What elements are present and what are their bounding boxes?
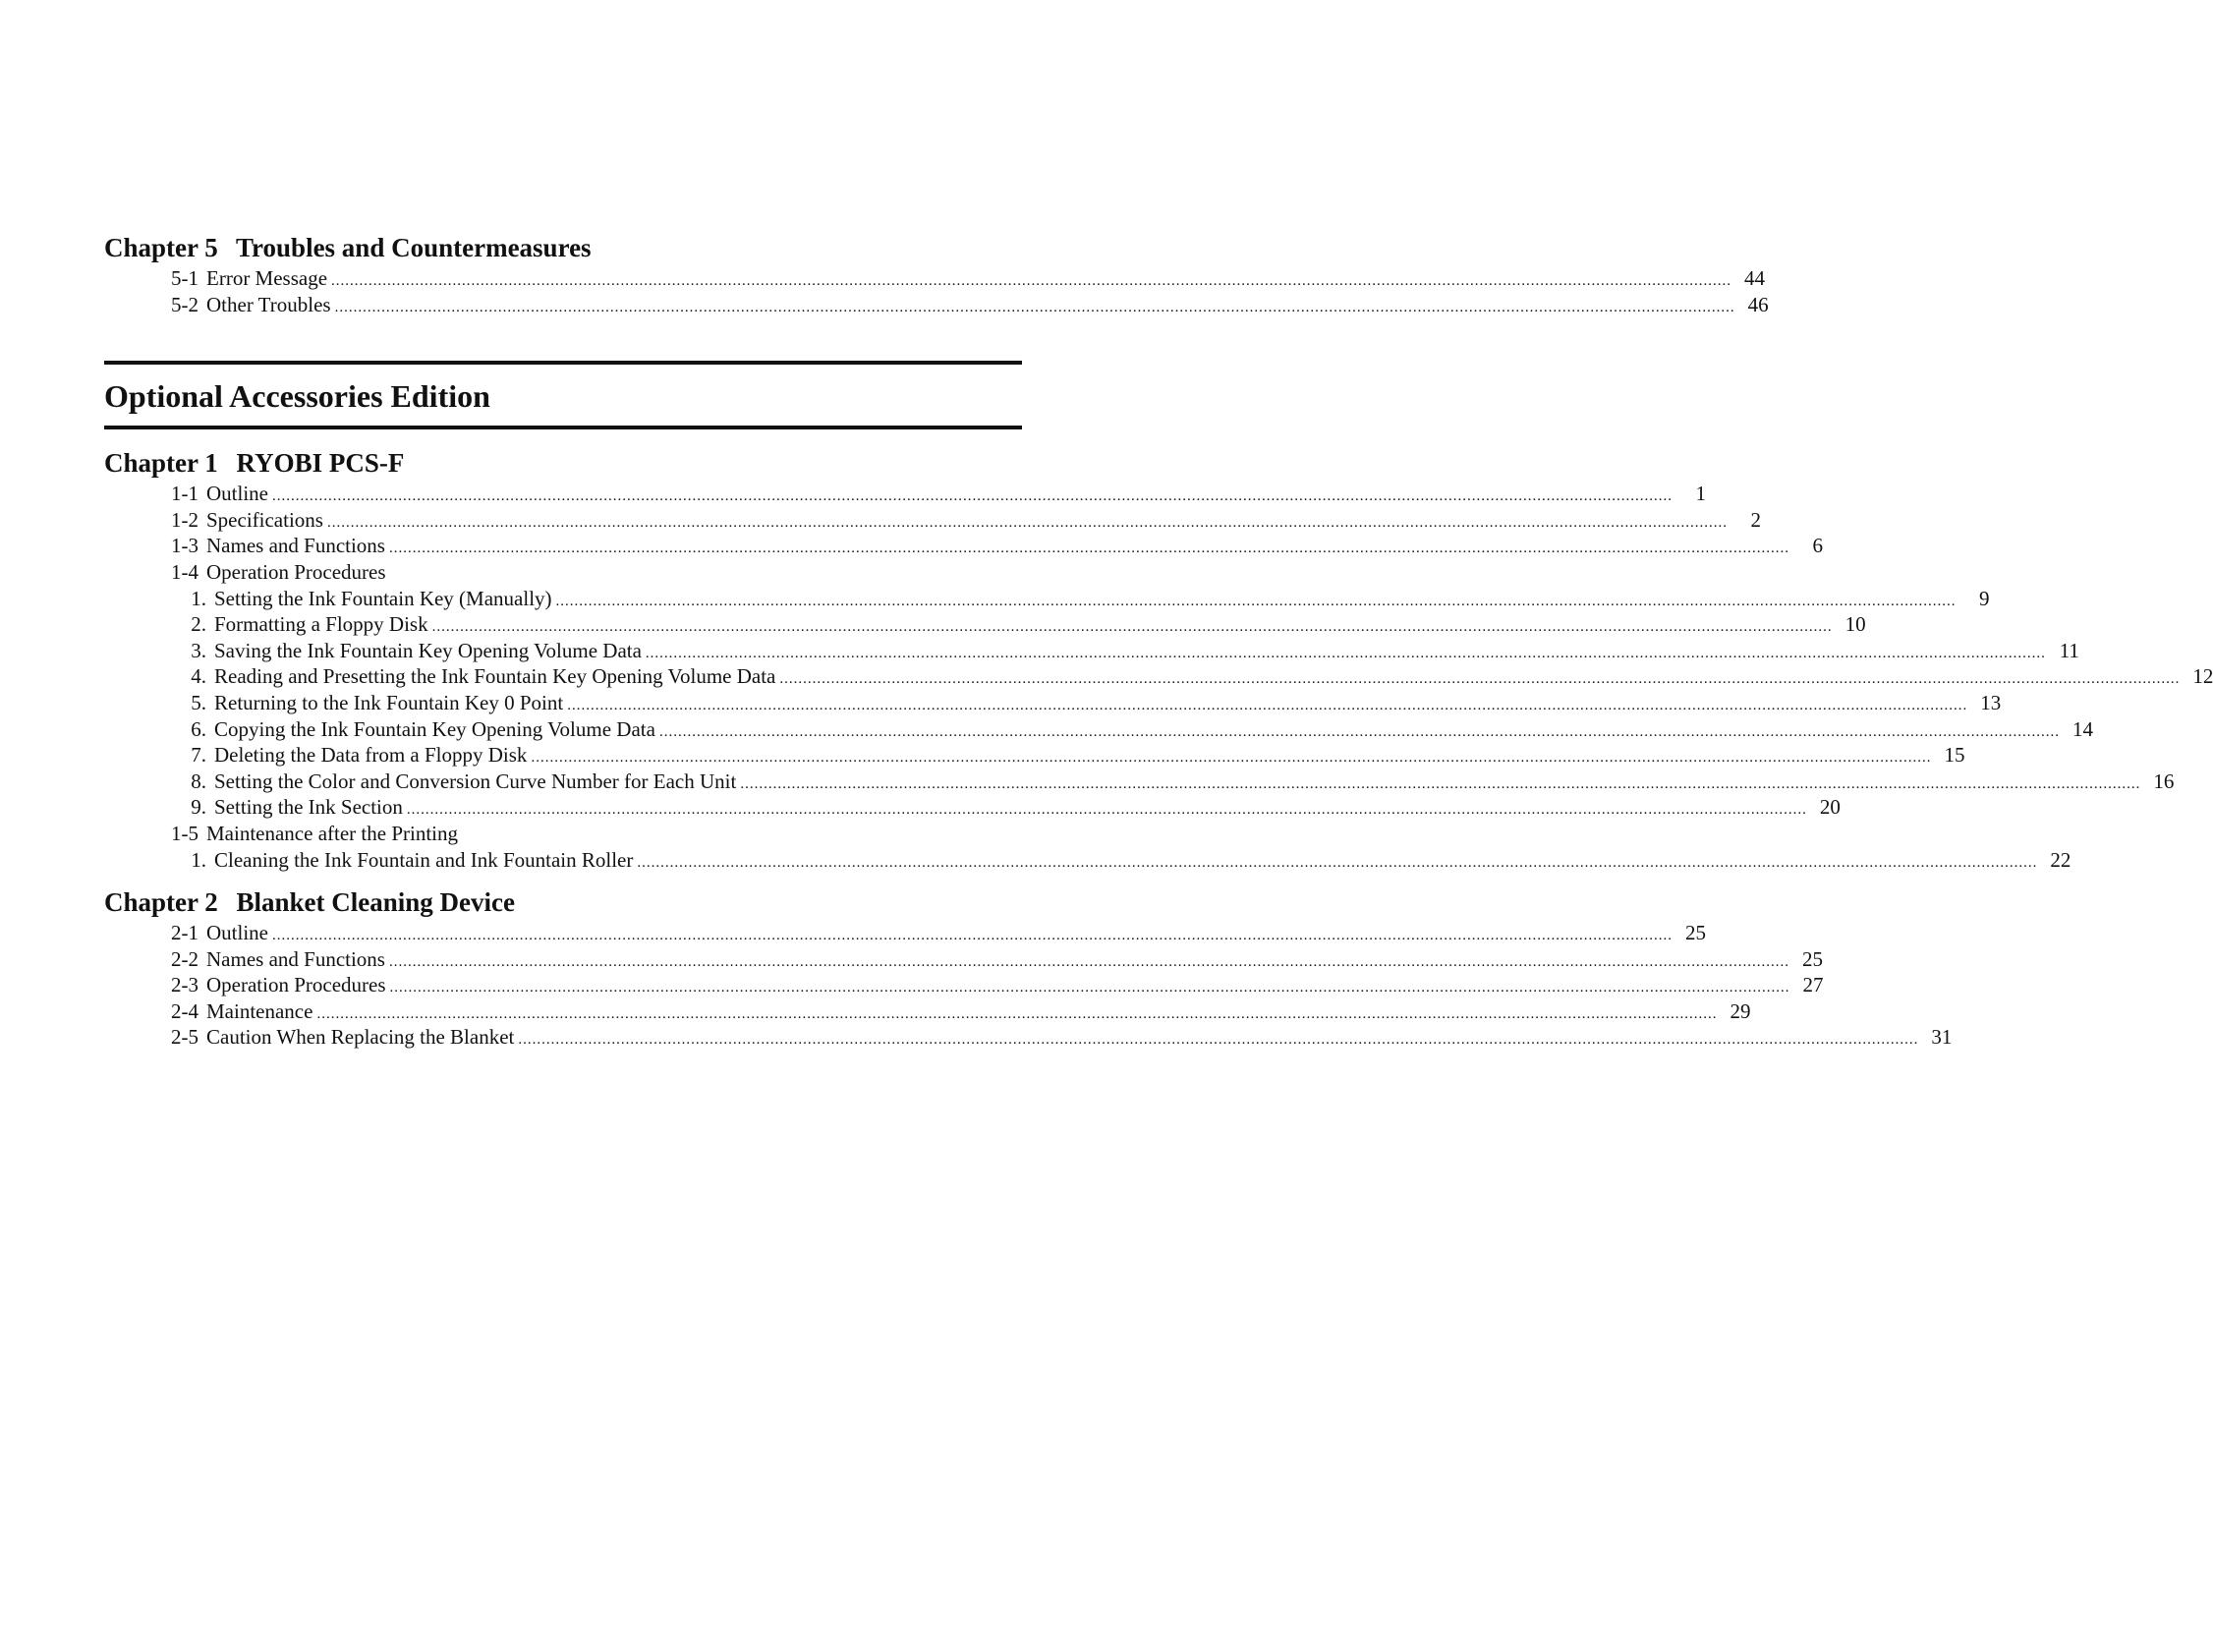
toc-entry-number: 1-3 bbox=[171, 534, 199, 558]
toc-entry-title: Maintenance after the Printing bbox=[206, 821, 458, 845]
toc-entry-number: 2-2 bbox=[171, 946, 199, 971]
toc-entry-number: 1-4 bbox=[171, 559, 199, 584]
optional-chapter-1-number: Chapter 1 bbox=[104, 448, 218, 479]
toc-entry-title: Other Troubles bbox=[206, 292, 331, 316]
dot-leader: ............................................................................................................................................................................................................................................................................................................ bbox=[658, 723, 2060, 740]
chapter-5-entries bbox=[104, 265, 1769, 317]
toc-entry bbox=[104, 586, 1990, 612]
toc-entry-number: 6. bbox=[191, 716, 206, 741]
spacer bbox=[104, 429, 1022, 447]
toc-entry-page: 9 bbox=[1979, 586, 1990, 610]
toc-entry-title: Caution When Replacing the Blanket bbox=[206, 1025, 515, 1050]
toc-entry bbox=[104, 533, 1823, 559]
toc-entry-title: Outline bbox=[206, 482, 268, 506]
toc-entry-page: 29 bbox=[1730, 998, 1751, 1023]
toc-entry bbox=[104, 265, 1766, 292]
toc-entry bbox=[104, 794, 1841, 821]
toc-entry-title: Setting the Color and Conversion Curve Number for Each Unit bbox=[214, 769, 737, 793]
toc-entry-title: Error Message bbox=[206, 266, 328, 290]
toc-entry-title: Cleaning the Ink Fountain and Ink Fountain Roller bbox=[214, 847, 634, 872]
dot-leader: ............................................................................................................................................................................................................................................................................................................ bbox=[531, 750, 1932, 767]
toc-entry bbox=[104, 559, 1022, 586]
toc-entry bbox=[104, 821, 1022, 847]
chapter-5-number: Chapter 5 bbox=[104, 233, 218, 262]
toc-entry-page: 20 bbox=[1819, 795, 1841, 820]
optional-chapter-1-section bbox=[104, 447, 2213, 873]
toc-entry-number: 2-5 bbox=[171, 1025, 199, 1050]
toc-entry-title: Formatting a Floppy Disk bbox=[214, 612, 428, 637]
toc-entry-page: 2 bbox=[1750, 507, 1761, 532]
toc-entry bbox=[104, 690, 2002, 716]
dot-leader: ............................................................................................................................................................................................................................................................................................................ bbox=[272, 928, 1673, 944]
toc-entry-title: Names and Functions bbox=[206, 534, 385, 558]
toc-entry-title: Deleting the Data from a Floppy Disk bbox=[214, 743, 528, 768]
toc-entry-page: 22 bbox=[2050, 847, 2071, 872]
dot-leader: ............................................................................................................................................................................................................................................................................................................ bbox=[518, 1032, 1919, 1049]
toc-entry bbox=[104, 611, 1866, 638]
toc-entry-page: 15 bbox=[1944, 743, 1965, 768]
toc-entry-page: 6 bbox=[1812, 534, 1823, 558]
toc-entry-page: 27 bbox=[1802, 973, 1824, 997]
optional-chapter-2-section bbox=[104, 886, 1953, 1051]
dot-leader: ............................................................................................................................................................................................................................................................................................................ bbox=[637, 854, 2038, 871]
toc-entry bbox=[104, 638, 2079, 664]
toc-entry-page: 11 bbox=[2059, 638, 2079, 662]
toc-entry bbox=[104, 507, 1761, 534]
dot-leader: ............................................................................................................................................................................................................................................................................................................ bbox=[406, 802, 1807, 819]
toc-entry-number: 1. bbox=[191, 586, 206, 610]
toc-entry-number: 2-1 bbox=[171, 921, 199, 945]
toc-entry-number: 4. bbox=[191, 664, 206, 689]
optional-chapter-2-entries bbox=[104, 920, 1953, 1051]
toc-page bbox=[104, 232, 2213, 1051]
dot-leader: ............................................................................................................................................................................................................................................................................................................ bbox=[388, 541, 1789, 557]
dot-leader: ............................................................................................................................................................................................................................................................................................................ bbox=[331, 273, 1732, 289]
toc-entry bbox=[104, 847, 2071, 874]
chapter-5-title: Troubles and Countermeasures bbox=[236, 233, 592, 262]
optional-chapter-1-heading bbox=[104, 447, 1022, 479]
toc-entry-page: 46 bbox=[1747, 292, 1769, 316]
toc-entry bbox=[104, 920, 1706, 946]
toc-entry-page: 25 bbox=[1801, 946, 1823, 971]
toc-entry-number: 1. bbox=[191, 847, 206, 872]
edition-title: Optional Accessories Edition bbox=[104, 378, 490, 415]
optional-chapter-2-number: Chapter 2 bbox=[104, 887, 218, 918]
toc-entry-number: 8. bbox=[191, 769, 206, 793]
toc-entry-title: Setting the Ink Fountain Key (Manually) bbox=[214, 586, 552, 610]
dot-leader: ............................................................................................................................................................................................................................................................................................................ bbox=[431, 619, 1833, 636]
toc-entry-title: Operation Procedures bbox=[206, 973, 386, 997]
toc-entry-page: 1 bbox=[1695, 482, 1706, 506]
toc-entry bbox=[104, 742, 1965, 769]
toc-entry-number: 3. bbox=[191, 638, 206, 662]
toc-entry-number: 2-3 bbox=[171, 973, 199, 997]
toc-entry-number: 5. bbox=[191, 690, 206, 714]
toc-entry-title: Maintenance bbox=[206, 998, 313, 1023]
toc-entry-title: Copying the Ink Fountain Key Opening Volume Data bbox=[214, 716, 655, 741]
toc-entry-title: Outline bbox=[206, 921, 268, 945]
toc-entry-number: 9. bbox=[191, 795, 206, 820]
toc-entry bbox=[104, 716, 2093, 743]
toc-entry-title: Setting the Ink Section bbox=[214, 795, 403, 820]
toc-entry-page: 13 bbox=[1980, 690, 2002, 714]
toc-entry bbox=[104, 769, 2175, 795]
toc-entry-page: 14 bbox=[2071, 716, 2093, 741]
toc-entry-page: 25 bbox=[1685, 921, 1706, 945]
toc-entry bbox=[104, 481, 1706, 507]
dot-leader: ............................................................................................................................................................................................................................................................................................................ bbox=[388, 953, 1789, 970]
toc-entry-number: 1-1 bbox=[171, 482, 199, 506]
dot-leader: ............................................................................................................................................................................................................................................................................................................ bbox=[326, 514, 1728, 531]
optional-chapter-1-title: RYOBI PCS-F bbox=[236, 448, 405, 479]
dot-leader: ............................................................................................................................................................................................................................................................................................................ bbox=[334, 299, 1735, 315]
spacer bbox=[104, 317, 1022, 361]
optional-chapter-2-title: Blanket Cleaning Device bbox=[236, 887, 516, 918]
chapter-5-heading bbox=[104, 232, 1022, 263]
dot-leader: ............................................................................................................................................................................................................................................................................................................ bbox=[555, 593, 1957, 609]
optional-chapter-2-heading bbox=[104, 886, 1022, 918]
toc-entry-page: 16 bbox=[2153, 769, 2175, 793]
toc-entry-page: 12 bbox=[2192, 664, 2213, 689]
toc-entry-number: 2-4 bbox=[171, 998, 199, 1023]
toc-entry-page: 10 bbox=[1844, 612, 1866, 637]
toc-entry-page: 31 bbox=[1931, 1025, 1953, 1050]
toc-entry-title: Returning to the Ink Fountain Key 0 Point bbox=[214, 690, 564, 714]
edition-top-rule bbox=[104, 361, 1022, 365]
toc-entry bbox=[104, 292, 1769, 318]
dot-leader: ............................................................................................................................................................................................................................................................................................................ bbox=[272, 488, 1673, 505]
toc-entry-title: Operation Procedures bbox=[206, 559, 386, 584]
toc-entry-title: Specifications bbox=[206, 507, 323, 532]
dot-leader: ............................................................................................................................................................................................................................................................................................................ bbox=[779, 671, 2181, 688]
toc-entry-number: 5-1 bbox=[171, 266, 199, 290]
dot-leader: ............................................................................................................................................................................................................................................................................................................ bbox=[740, 775, 2141, 792]
toc-entry-title: Saving the Ink Fountain Key Opening Volume Data bbox=[214, 638, 642, 662]
toc-entry-number: 7. bbox=[191, 743, 206, 768]
toc-entry-number: 5-2 bbox=[171, 292, 199, 316]
toc-entry-title: Names and Functions bbox=[206, 946, 385, 971]
toc-entry bbox=[104, 1024, 1953, 1051]
toc-entry bbox=[104, 998, 1751, 1025]
toc-entry bbox=[104, 972, 1824, 998]
toc-entry-title: Reading and Presetting the Ink Fountain Key Opening Volume Data bbox=[214, 664, 776, 689]
dot-leader: ............................................................................................................................................................................................................................................................................................................ bbox=[567, 697, 1968, 713]
toc-entry-page: 44 bbox=[1744, 266, 1766, 290]
dot-leader: ............................................................................................................................................................................................................................................................................................................ bbox=[645, 645, 2046, 661]
toc-entry-number: 1-2 bbox=[171, 507, 199, 532]
dot-leader: ............................................................................................................................................................................................................................................................................................................ bbox=[316, 1005, 1718, 1022]
toc-entry bbox=[104, 946, 1823, 973]
optional-chapter-1-entries bbox=[104, 481, 2213, 873]
toc-entry bbox=[104, 663, 2213, 690]
chapter-5-section bbox=[104, 232, 1769, 317]
dot-leader: ............................................................................................................................................................................................................................................................................................................ bbox=[389, 980, 1790, 997]
toc-entry-number: 1-5 bbox=[171, 821, 199, 845]
toc-entry-number: 2. bbox=[191, 612, 206, 637]
